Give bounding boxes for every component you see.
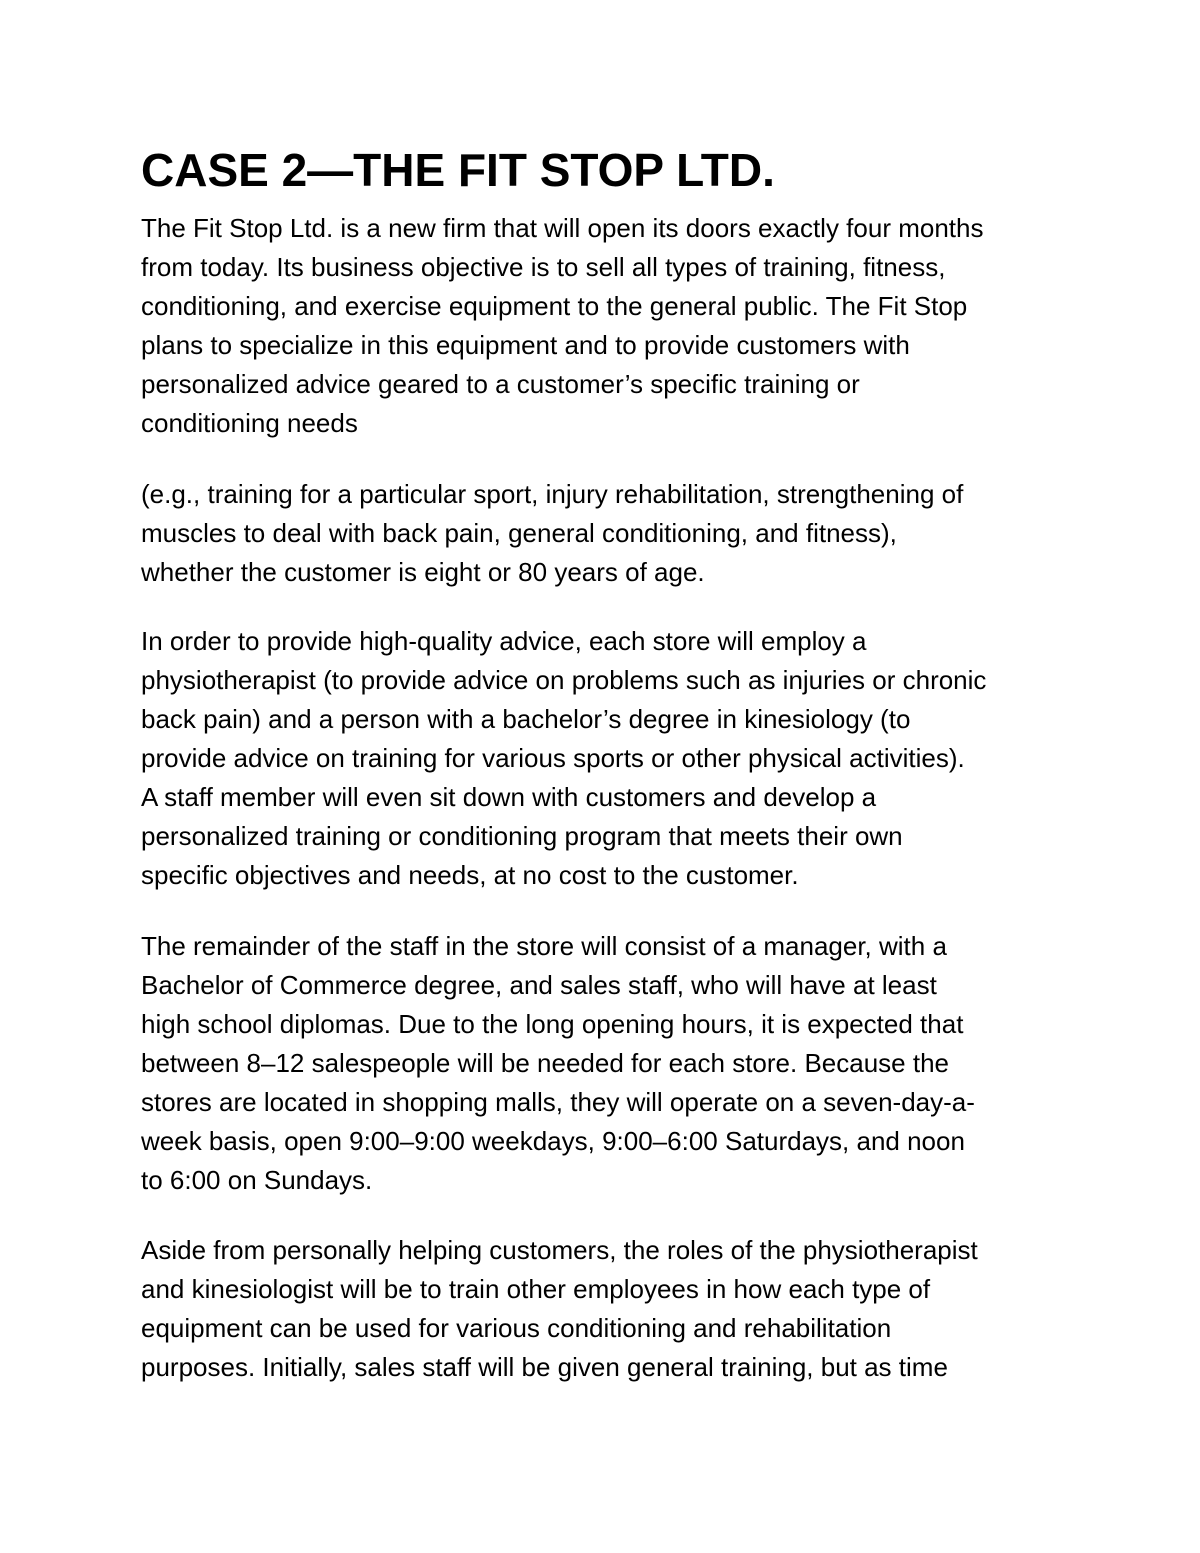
text-line: equipment can be used for various conditioning and rehabilitation — [141, 1313, 892, 1343]
text-line: plans to specialize in this equipment and to provide customers with — [141, 330, 910, 360]
text-line: (e.g., training for a particular sport, injury rehabilitation, strengthening of — [141, 479, 964, 509]
text-line: Aside from personally helping customers, the roles of the physiotherapist — [141, 1235, 978, 1265]
document-title: CASE 2—THE FIT STOP LTD. — [141, 144, 775, 196]
text-line: specific objectives and needs, at no cost to the customer. — [141, 860, 799, 890]
text-line: conditioning, and exercise equipment to the general public. The Fit Stop — [141, 291, 968, 321]
text-line: week basis, open 9:00–9:00 weekdays, 9:00–6:00 Saturdays, and noon — [141, 1126, 965, 1156]
paragraph-1 — [141, 209, 1081, 443]
text-line: high school diplomas. Due to the long opening hours, it is expected that — [141, 1009, 964, 1039]
text-line: Bachelor of Commerce degree, and sales staff, who will have at least — [141, 970, 937, 1000]
paragraph-4 — [141, 927, 1081, 1200]
text-line: physiotherapist (to provide advice on problems such as injuries or chronic — [141, 665, 987, 695]
text-line: stores are located in shopping malls, they will operate on a seven-day-a- — [141, 1087, 975, 1117]
text-line: purposes. Initially, sales staff will be given general training, but as time — [141, 1352, 948, 1382]
text-line: muscles to deal with back pain, general conditioning, and fitness), — [141, 518, 897, 548]
text-line: to 6:00 on Sundays. — [141, 1165, 373, 1195]
text-line: conditioning needs — [141, 408, 358, 438]
text-line: In order to provide high-quality advice, each store will employ a — [141, 626, 867, 656]
text-line: back pain) and a person with a bachelor’s degree in kinesiology (to — [141, 704, 911, 734]
text-line: between 8–12 salespeople will be needed for each store. Because the — [141, 1048, 950, 1078]
text-line: A staff member will even sit down with customers and develop a — [141, 782, 877, 812]
paragraph-3 — [141, 622, 1081, 895]
text-line: whether the customer is eight or 80 years of age. — [141, 557, 705, 587]
text-line: from today. Its business objective is to sell all types of training, fitness, — [141, 252, 946, 282]
text-line: personalized training or conditioning program that meets their own — [141, 821, 903, 851]
paragraph-2 — [141, 475, 1081, 592]
text-line: provide advice on training for various sports or other physical activities). — [141, 743, 965, 773]
paragraph-5 — [141, 1231, 1081, 1387]
text-line: The remainder of the staff in the store will consist of a manager, with a — [141, 931, 947, 961]
text-line: The Fit Stop Ltd. is a new firm that will open its doors exactly four months — [141, 213, 984, 243]
text-line: and kinesiologist will be to train other employees in how each type of — [141, 1274, 931, 1304]
text-line: personalized advice geared to a customer’s specific training or — [141, 369, 860, 399]
